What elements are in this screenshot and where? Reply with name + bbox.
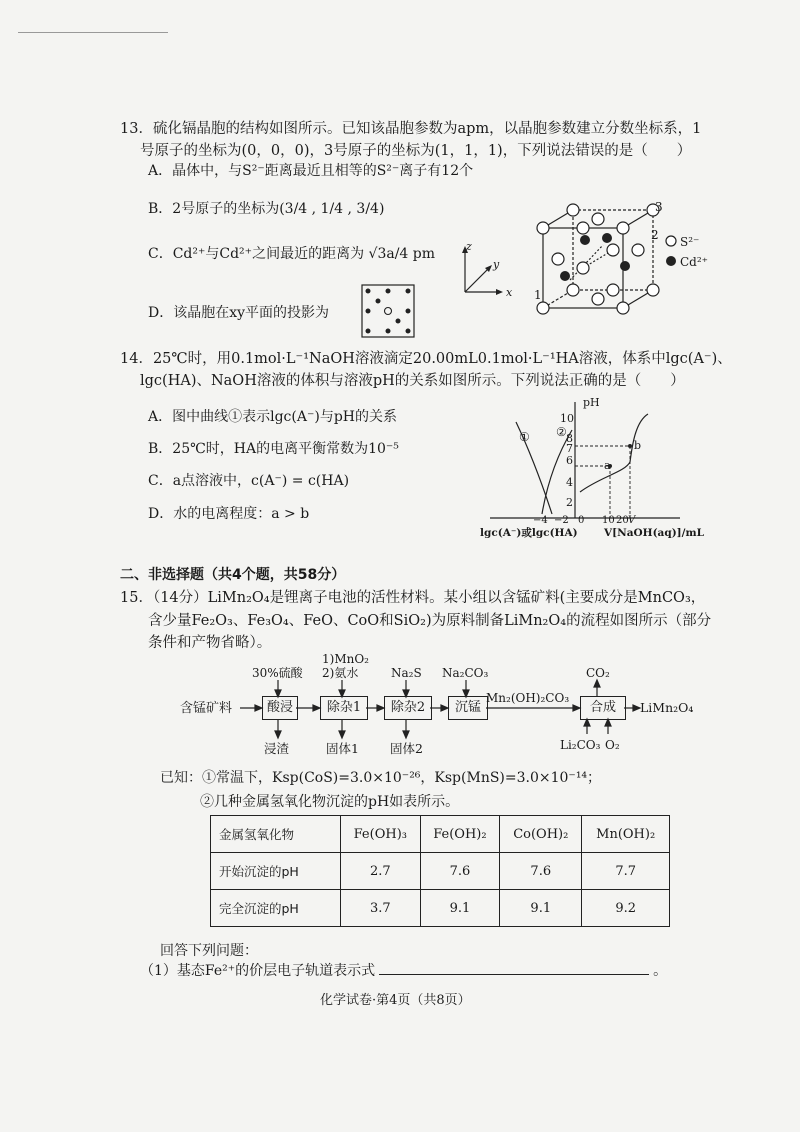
q15-flow-reagent-1a: 1)MnO₂: [322, 652, 369, 666]
q14-graph-ytick-2: 2: [566, 496, 573, 509]
q15-flow-add-o2: O₂: [605, 738, 620, 752]
q15-flow-waste-1: 浸渣: [264, 741, 290, 756]
section-heading: 二、非选择题（共4个题，共58分）: [120, 567, 346, 583]
q14-graph-xlabel-right: V[NaOH(aq)]/mL: [604, 527, 704, 539]
q13-axis-x: x: [506, 286, 513, 299]
table-header-cell: Co(OH)₂: [500, 816, 582, 853]
q13-label-3: 3: [655, 200, 663, 214]
q15-hydroxide-table: [210, 815, 670, 927]
q13-axis-z: z: [466, 240, 472, 253]
q14-graph-xtick-20: 20: [616, 515, 629, 526]
q13-option-a: A．晶体中，与S²⁻距离最近且相等的S²⁻离子有12个: [148, 163, 474, 179]
q15-flow-step-acid: 酸浸: [262, 696, 298, 720]
q14-graph-ytick-6: 6: [566, 454, 573, 467]
table-cell: 7.6: [500, 853, 582, 890]
q15-flow-reagent-2: Na₂S: [391, 666, 422, 680]
q13-crystal-figure: [525, 200, 665, 325]
q14-graph-ytick-8: 8: [566, 432, 573, 445]
table-cell: 7.6: [420, 853, 500, 890]
table-header-row: [211, 816, 670, 853]
table-cell: 9.2: [582, 890, 670, 927]
q13-legend-cd: Cd²⁺: [680, 255, 709, 269]
q15-known-1: 已知：①常温下，Ksp(CoS)=3.0×10⁻²⁶，Ksp(MnS)=3.0×10⁻¹⁴；: [160, 770, 602, 786]
q14-graph: [480, 392, 710, 542]
q14-graph-ytick-4: 4: [566, 476, 573, 489]
q13-option-d: D．该晶胞在xy平面的投影为: [148, 305, 330, 321]
table-cell: 9.1: [500, 890, 582, 927]
table-cell: 完全沉淀的pH: [211, 890, 341, 927]
q13-option-b-value: (3/4 , 1/4 , 3/4): [279, 201, 385, 217]
q15-flow-reagent-3: Na₂CO₃: [442, 666, 489, 680]
q14-option-d: D．水的电离程度：a > b: [148, 506, 310, 522]
q15-flow-add-li: Li₂CO₃: [560, 738, 601, 752]
q13-option-c-value: √3a/4: [368, 246, 409, 262]
q13-option-b: [148, 200, 384, 218]
q13-option-c-unit: pm: [412, 246, 436, 262]
q15-sub1: [140, 962, 667, 980]
q13-stem-line2: 号原子的坐标为(0，0，0)，3号原子的坐标为(1，1，1)，下列说法错误的是（ ）: [140, 143, 692, 159]
table-row: [211, 890, 670, 927]
q13-label-1: 1: [534, 288, 542, 302]
table-cell: 7.7: [582, 853, 670, 890]
table-header-cell: 金属氢氧化物: [211, 816, 341, 853]
page-footer: 化学试卷·第4页（共8页）: [320, 993, 471, 1008]
q15-flow-reagent-1b: 2)氨水: [322, 666, 359, 680]
table-header-cell: Fe(OH)₃: [341, 816, 421, 853]
q15-stem-line3: 条件和产物省略）。: [148, 635, 272, 651]
q15-flow-reagent-acid: 30%硫酸: [252, 666, 303, 680]
q13-legend-s: S²⁻: [680, 235, 700, 249]
q15-answer-prompt: 回答下列问题：: [160, 943, 258, 959]
q15-flow-start: 含锰矿料: [180, 701, 233, 716]
q15-sub1-end: 。: [653, 963, 668, 979]
q15-sub1-text: （1）基态Fe²⁺的价层电子轨道表示式: [140, 963, 376, 979]
q15-flow-gas: CO₂: [586, 666, 610, 680]
q15-flow-step-purify1: 除杂1: [320, 696, 368, 720]
q13-axis-y: y: [493, 258, 500, 271]
q15-flow-waste-2: 固体1: [326, 741, 359, 756]
q14-option-b: B．25℃时，HA的电离平衡常数为10⁻⁵: [148, 441, 399, 457]
q13-label-2: 2: [651, 228, 659, 242]
q14-graph-vmark: V: [628, 515, 636, 526]
q15-flow-step-purify2: 除杂2: [384, 696, 432, 720]
q14-graph-xlabel-left: lgc(A⁻)或lgc(HA): [480, 527, 578, 539]
q13-option-c: [148, 245, 435, 263]
q13-option-b-text: B．2号原子的坐标为: [148, 201, 280, 217]
q14-graph-ytick-10: 10: [560, 412, 574, 425]
q13-option-c-text: C．Cd²⁺与Cd²⁺之间最近的距离为: [148, 246, 365, 262]
q14-option-a: A．图中曲线①表示lgc(A⁻)与pH的关系: [148, 409, 397, 425]
table-cell: 2.7: [341, 853, 421, 890]
q15-flow-waste-3: 固体2: [390, 741, 423, 756]
q14-stem-line2: lgc(HA)、NaOH溶液的体积与溶液pH的关系如图所示。下列说法正确的是（ ）: [140, 373, 685, 389]
q14-stem-line1: 14．25℃时，用0.1mol·L⁻¹NaOH溶液滴定20.00mL0.1mol·L⁻¹HA溶液，体系中lgc(A⁻)、: [120, 351, 732, 367]
table-cell: 9.1: [420, 890, 500, 927]
q14-option-c: C．a点溶液中，c(A⁻) = c(HA): [148, 473, 350, 489]
q13-stem-line1: 13．硫化镉晶胞的结构如图所示。已知该晶胞参数为apm，以晶胞参数建立分数坐标系，1: [120, 121, 702, 137]
table-cell: 3.7: [341, 890, 421, 927]
q15-stem-line1: 15．（14分）LiMn₂O₄是锂离子电池的活性材料。某小组以含锰矿料(主要成分是MnCO₃，: [120, 590, 706, 606]
q14-graph-origin: 0: [578, 515, 585, 526]
q15-sub1-answer-blank[interactable]: [379, 974, 649, 975]
q15-flow-product: LiMn₂O₄: [640, 700, 694, 715]
q15-flow-step-precipitate: 沉锰: [448, 696, 488, 720]
table-row: [211, 853, 670, 890]
q14-graph-curve1: ①: [519, 430, 530, 444]
q14-graph-point-a: a: [604, 459, 611, 472]
q13-legend-markers: [664, 234, 678, 268]
q15-flow-step-synthesis: 合成: [580, 696, 626, 720]
header-rule: [18, 32, 168, 33]
q14-graph-ytick-7: 7: [566, 442, 573, 455]
table-cell: 开始沉淀的pH: [211, 853, 341, 890]
q14-graph-xtick-m2: −2: [554, 515, 569, 526]
q15-stem-line2: 含少量Fe₂O₃、Fe₃O₄、FeO、CoO和SiO₂)为原料制备LiMn₂O₄的流程如图所示（部分: [148, 613, 712, 629]
q14-graph-point-b: b: [634, 439, 642, 452]
table-header-cell: Mn(OH)₂: [582, 816, 670, 853]
table-header-cell: Fe(OH)₂: [420, 816, 500, 853]
q14-graph-curve2: ②: [556, 425, 567, 439]
q15-flow-mid-product: Mn₂(OH)₂CO₃: [486, 691, 570, 705]
q14-graph-xtick-m4: −4: [533, 515, 548, 526]
q14-graph-ylabel: pH: [583, 396, 600, 409]
q15-known-2: ②几种金属氢氧化物沉淀的pH如表所示。: [200, 794, 460, 810]
q13-projection-figure: [360, 283, 416, 339]
q14-graph-xtick-10: 10: [602, 515, 615, 526]
